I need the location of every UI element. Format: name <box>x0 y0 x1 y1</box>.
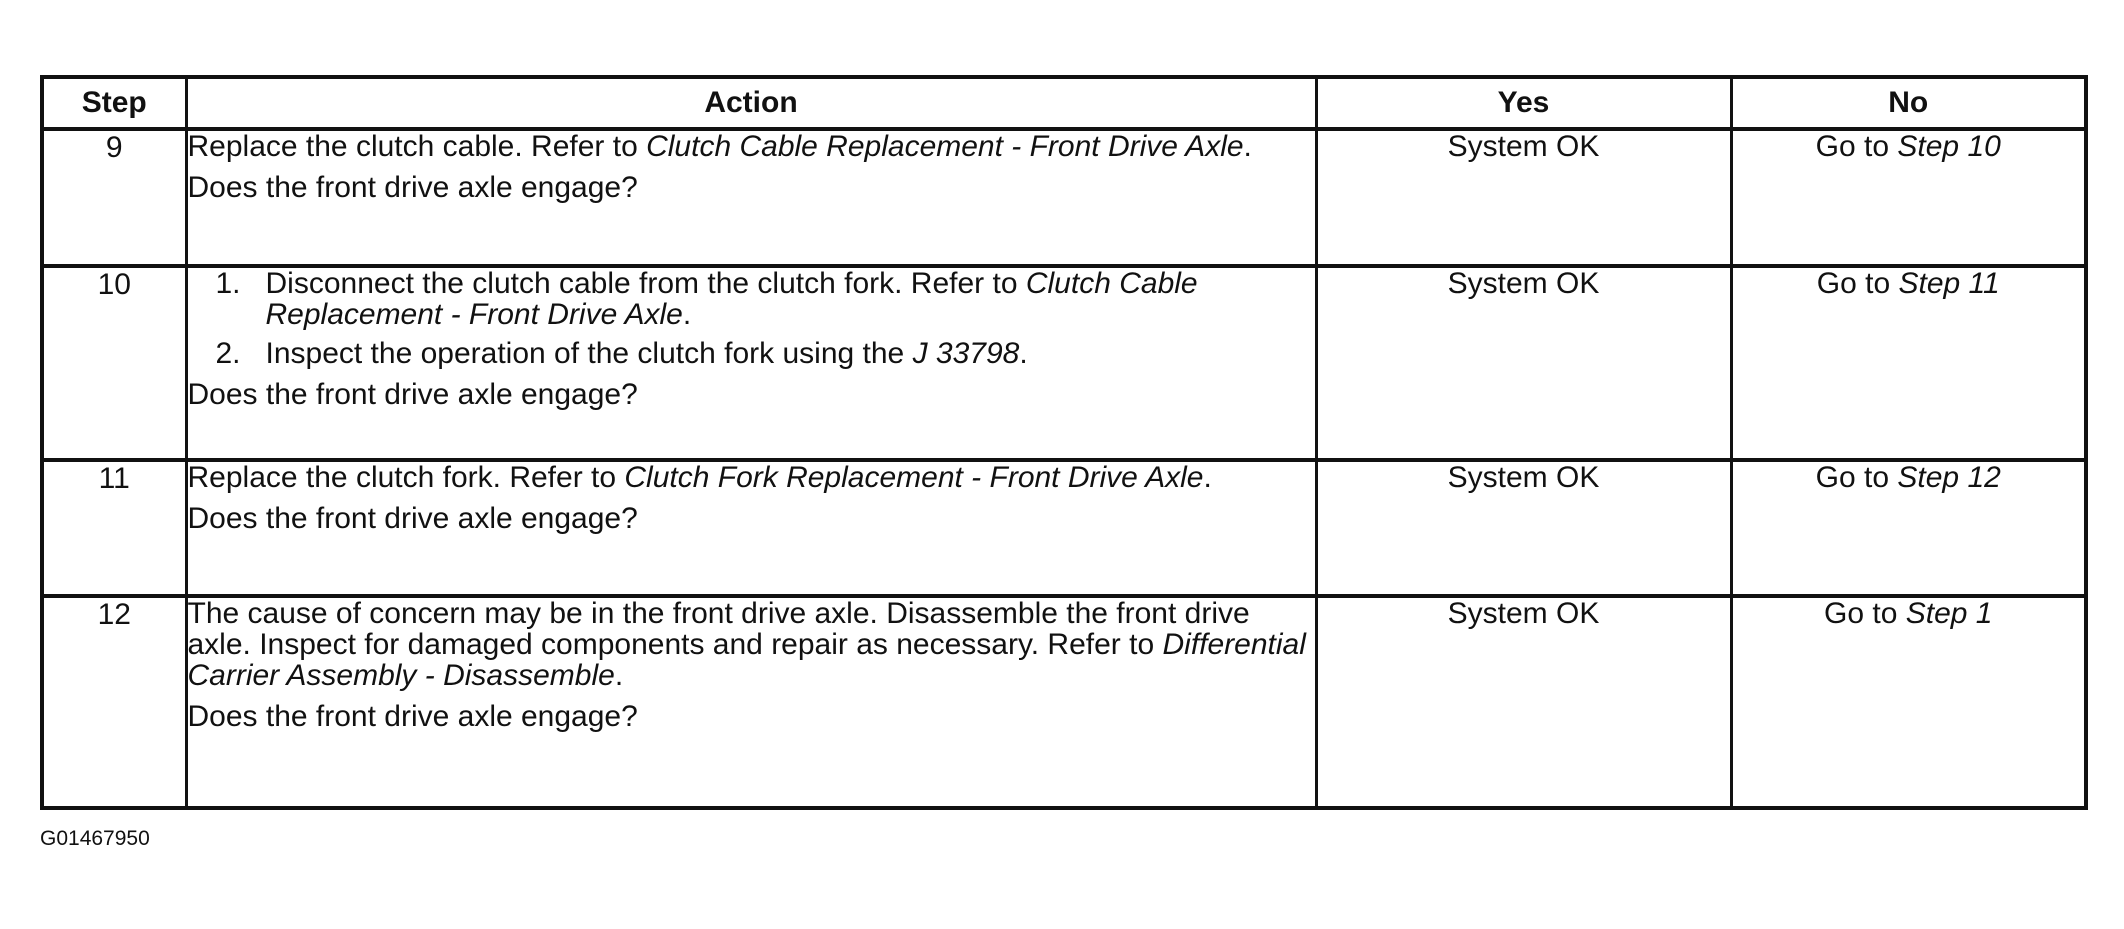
action-end: . <box>614 659 624 692</box>
header-row <box>42 77 2086 129</box>
figure-id: G01467950 <box>40 827 150 850</box>
yes-result: System OK <box>1316 129 1731 266</box>
action-instruction <box>188 598 1315 691</box>
action-end: . <box>1203 461 1212 494</box>
substep-text: Inspect the operation of the clutch fork using the <box>265 337 913 370</box>
substep-end: . <box>1019 337 1028 370</box>
header-yes: Yes <box>1316 77 1731 129</box>
action-question: Does the front drive axle engage? <box>187 171 638 204</box>
action-text: Replace the clutch fork. Refer to <box>187 461 625 494</box>
step-number: 11 <box>42 460 186 596</box>
no-prefix: Go to <box>1824 597 1906 630</box>
yes-result: System OK <box>1316 460 1731 596</box>
step-number: 12 <box>42 596 186 808</box>
action-cell <box>186 266 1316 460</box>
action-cell <box>186 129 1316 266</box>
substep-number: 1. <box>215 267 241 300</box>
action-text: The cause of concern may be in the front drive axle. Disassemble the front drive axle. Inspect for damaged components and repair as necessary. Refer to <box>187 597 1250 661</box>
procedure-reference: Clutch Cable Replacement - Front Drive Axle <box>265 267 1198 331</box>
table-row-step-9 <box>42 129 2086 266</box>
action-instruction <box>188 131 1315 162</box>
step-number: 9 <box>42 129 186 266</box>
table-row-step-12 <box>42 596 2086 808</box>
procedure-reference: Differential Carrier Assembly - Disassemble <box>187 628 1306 692</box>
diagnostic-steps-table <box>40 75 2088 810</box>
action-question: Does the front drive axle engage? <box>187 700 638 733</box>
no-prefix: Go to <box>1816 267 1899 300</box>
action-cell <box>186 596 1316 808</box>
step-reference: Step 11 <box>1898 267 2000 300</box>
action-question: Does the front drive axle engage? <box>187 378 638 411</box>
action-question: Does the front drive axle engage? <box>187 502 638 535</box>
header-no: No <box>1731 77 2086 129</box>
header-step: Step <box>42 77 186 129</box>
action-instruction <box>188 462 1315 493</box>
yes-result: System OK <box>1316 596 1731 808</box>
table-row-step-10 <box>42 266 2086 460</box>
action-end: . <box>1243 130 1252 163</box>
table-row-step-11 <box>42 460 2086 596</box>
step-reference: Step 10 <box>1897 130 2001 163</box>
list-item <box>216 268 1315 330</box>
no-prefix: Go to <box>1815 461 1898 494</box>
step-reference: Step 12 <box>1897 461 2001 494</box>
action-cell <box>186 460 1316 596</box>
substep-number: 2. <box>215 337 241 370</box>
substep-list <box>188 268 1315 369</box>
procedure-reference: Clutch Fork Replacement - Front Drive Axle <box>624 461 1204 494</box>
no-prefix: Go to <box>1815 130 1898 163</box>
procedure-reference: Clutch Cable Replacement - Front Drive Axle <box>646 130 1244 163</box>
step-number: 10 <box>42 266 186 460</box>
substep-end: . <box>682 298 692 331</box>
tool-reference: J 33798 <box>912 337 1020 370</box>
list-item <box>216 338 1315 369</box>
diagnostic-table-sheet <box>40 75 2084 850</box>
substep-text: Disconnect the clutch cable from the clutch fork. Refer to <box>265 267 1026 300</box>
no-result <box>1731 129 2086 266</box>
no-result <box>1731 596 2086 808</box>
action-text: Replace the clutch cable. Refer to <box>187 130 647 163</box>
header-action: Action <box>186 77 1316 129</box>
no-result <box>1731 460 2086 596</box>
yes-result: System OK <box>1316 266 1731 460</box>
step-reference: Step 1 <box>1905 597 1993 630</box>
no-result <box>1731 266 2086 460</box>
